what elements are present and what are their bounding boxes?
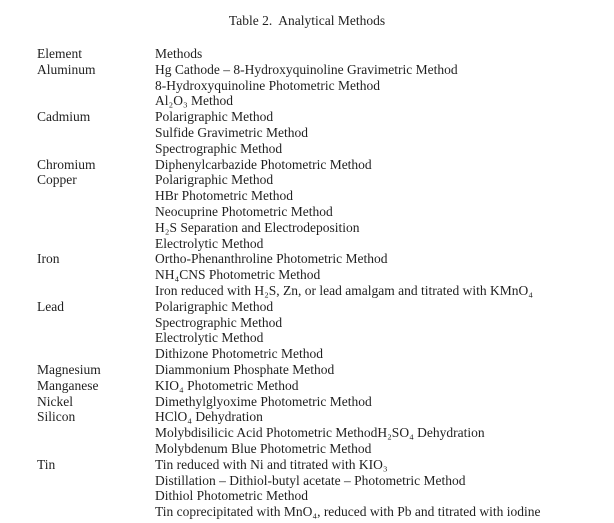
method-item: Electrolytic Method [155, 235, 264, 251]
table-row [37, 251, 604, 298]
methods-list [155, 409, 604, 456]
method-item: Dithizone Photometric Method [155, 346, 323, 362]
method-item: Diphenylcarbazide Photometric Method [155, 156, 372, 172]
method-item: Molybdisilicic Acid Photometric MethodH₂SO₄ Dehydration [155, 425, 485, 441]
method-item: HBr Photometric Method [155, 188, 293, 204]
method-item: Electrolytic Method [155, 330, 264, 346]
method-item: Al₂O₃ Method [155, 93, 234, 109]
methods-list [155, 62, 604, 109]
table-title: Table 2. Analytical Methods [228, 13, 386, 28]
method-item: Dimethylglyoxime Photometric Method [155, 393, 372, 409]
methods-list [155, 109, 604, 156]
method-item: Diammonium Phosphate Method [155, 361, 335, 377]
method-item: Hg Cathode – 8-Hydroxyquinoline Gravimetric Method [155, 61, 458, 77]
method-item: H₂S Separation and Electrodeposition [155, 219, 360, 235]
method-item: Tin coprecipitated with MnO₄, reduced with Pb and titrated with iodine [155, 504, 541, 520]
methods-list [155, 378, 604, 394]
table-row [37, 62, 604, 109]
methods-list [155, 362, 604, 378]
table-body [37, 62, 604, 520]
analytical-methods-table [37, 46, 604, 520]
methods-list [155, 299, 604, 362]
method-item: Ortho-Phenanthroline Photometric Method [155, 251, 388, 267]
element-name: Chromium [37, 156, 96, 172]
method-item: Molybdenum Blue Photometric Method [155, 440, 372, 456]
element-name: Manganese [37, 377, 99, 393]
table-row [37, 362, 604, 378]
method-item: Dithiol Photometric Method [155, 488, 308, 504]
element-name: Silicon [37, 409, 76, 425]
table-row [37, 157, 604, 173]
method-item: Distillation – Dithiol-butyl acetate – Photometric Method [155, 472, 466, 488]
column-header-element: Element [37, 46, 82, 61]
methods-list [155, 172, 604, 251]
table-row [37, 457, 604, 520]
method-item: Polarigraphic Method [155, 298, 274, 314]
method-item: Polarigraphic Method [155, 172, 274, 188]
method-item: Spectrographic Method [155, 314, 283, 330]
element-name: Copper [37, 172, 77, 188]
method-item: Spectrographic Method [155, 140, 283, 156]
methods-list [155, 157, 604, 173]
method-item: HClO₄ Dehydration [155, 409, 263, 425]
method-item: Neocuprine Photometric Method [155, 203, 333, 219]
methods-list [155, 394, 604, 410]
method-item: KIO₄ Photometric Method [155, 377, 299, 393]
element-name: Cadmium [37, 109, 91, 125]
table-row [37, 394, 604, 410]
methods-list [155, 457, 604, 520]
element-name: Nickel [37, 393, 73, 409]
table-row [37, 109, 604, 156]
element-name: Aluminum [37, 61, 96, 77]
method-item: NH₄CNS Photometric Method [155, 267, 321, 283]
method-item: Sulfide Gravimetric Method [155, 124, 308, 140]
element-name: Magnesium [37, 361, 101, 377]
table-row [37, 172, 604, 251]
table-row [37, 409, 604, 456]
element-name: Lead [37, 298, 64, 314]
method-item: Iron reduced with H₂S, Zn, or lead amalgam and titrated with KMnO₄ [155, 282, 533, 298]
table-row [37, 378, 604, 394]
table-header-row [37, 46, 604, 62]
column-header-methods: Methods [155, 46, 203, 61]
method-item: Tin reduced with Ni and titrated with KIO₃ [155, 456, 388, 472]
method-item: 8-Hydroxyquinoline Photometric Method [155, 77, 380, 93]
method-item: Polarigraphic Method [155, 109, 274, 125]
element-name: Iron [37, 251, 60, 267]
element-name: Tin [37, 456, 56, 472]
methods-list [155, 251, 604, 298]
table-row [37, 299, 604, 362]
